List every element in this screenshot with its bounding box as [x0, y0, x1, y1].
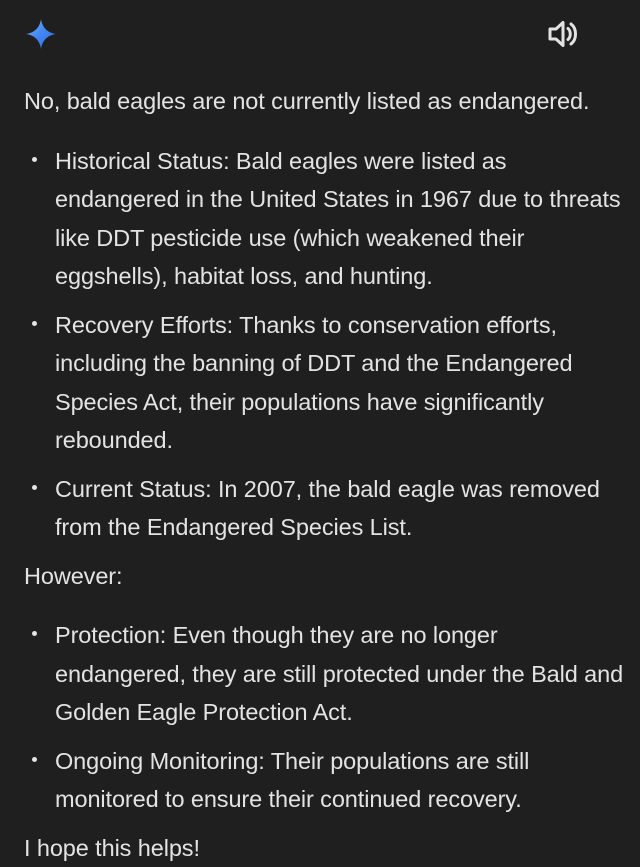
however-heading: However: — [24, 557, 624, 596]
bullet-list-protection — [24, 616, 624, 819]
response-intro: No, bald eagles are not currently listed as endangered. — [24, 82, 624, 121]
response-closing: I hope this helps! — [24, 829, 624, 867]
list-item: Protection: Even though they are no longer endangered, they are still protected under the Bald and Golden Eagle Protection Act. — [24, 616, 624, 732]
list-item: Current Status: In 2007, the bald eagle was removed from the Endangered Species List. — [24, 470, 624, 547]
bullet-list-status — [24, 142, 624, 547]
response-header — [0, 0, 640, 70]
gemini-sparkle-icon — [25, 18, 57, 50]
list-item: Recovery Efforts: Thanks to conservation efforts, including the banning of DDT and the Endangered Species Act, their populations have significantly rebounded. — [24, 306, 624, 460]
volume-up-icon — [544, 17, 582, 51]
response-body — [24, 82, 624, 867]
list-item: Historical Status: Bald eagles were listed as endangered in the United States in 1967 due to threats like DDT pesticide use (which weakened their eggshells), habitat loss, and hunting. — [24, 142, 624, 296]
read-aloud-button[interactable] — [544, 17, 582, 51]
list-item: Ongoing Monitoring: Their populations are still monitored to ensure their continued recovery. — [24, 742, 624, 819]
